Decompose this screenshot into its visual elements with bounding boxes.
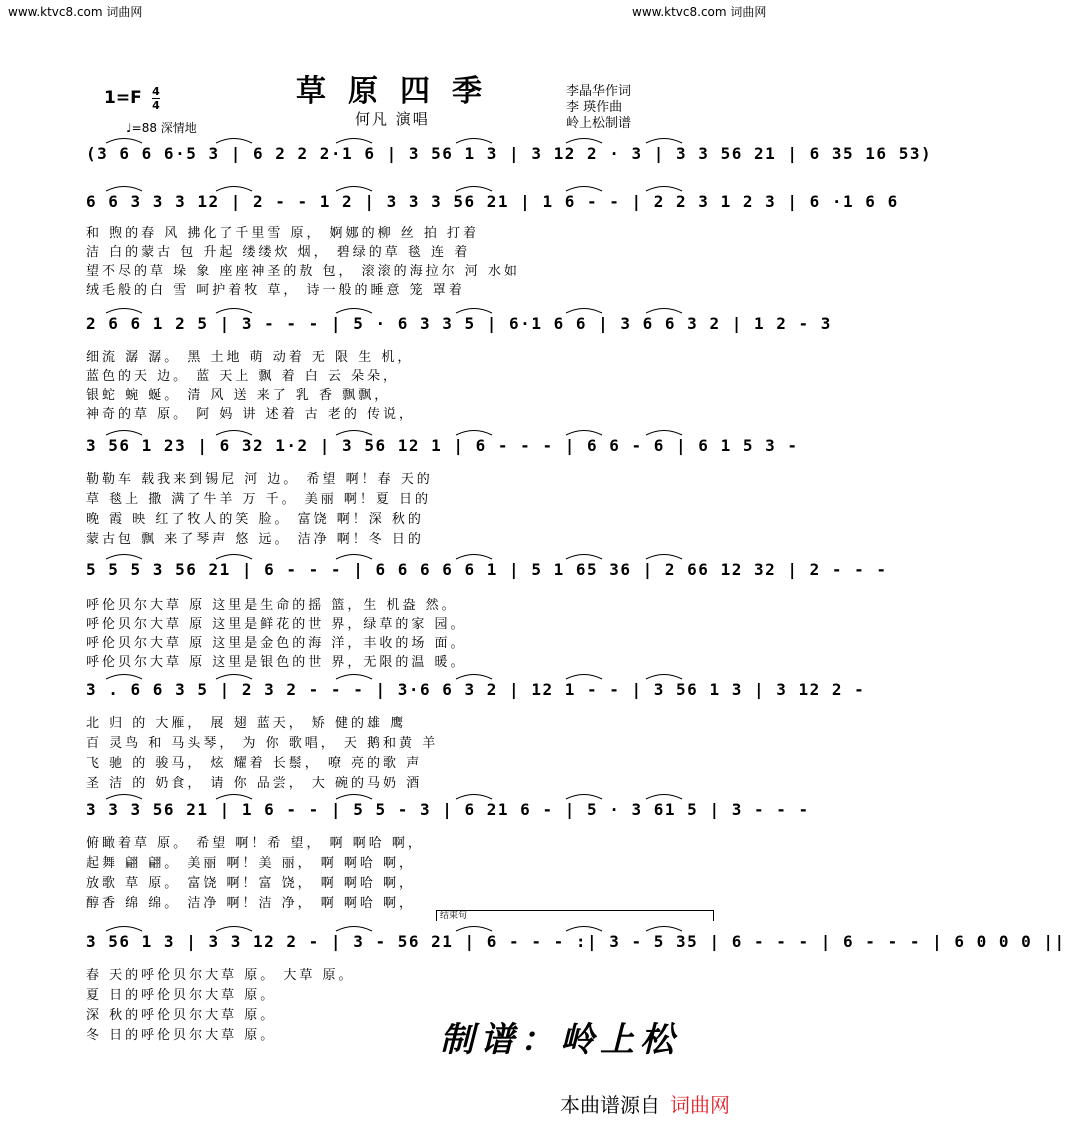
slur-arc: [106, 431, 142, 436]
slur-arc: [106, 309, 142, 314]
slur-arc: [456, 927, 492, 932]
lyric-line: 蒙古包 飘 来了琴声 悠 远。 洁净 啊！冬 日的: [86, 532, 424, 547]
slur-arc: [216, 795, 252, 800]
slur-arc: [566, 795, 602, 800]
slur-marks: [86, 670, 716, 680]
slur-arc: [566, 187, 602, 192]
slur-arc: [216, 139, 252, 144]
slur-arc: [456, 431, 492, 436]
lyric-line: 深 秋的呼伦贝尔大草 原。: [86, 1008, 277, 1023]
staff-line-2: [86, 188, 899, 224]
source-label: 本曲谱源自: [560, 1093, 660, 1117]
lyric-line: 和 煦的春 风 拂化了千里雪 原， 婀娜的柳 丝 拍 打着: [86, 226, 480, 241]
staff-line-1: [86, 140, 933, 176]
slur-arc: [216, 927, 252, 932]
slur-arc: [456, 675, 492, 680]
slur-arc: [106, 795, 142, 800]
source-attribution: [560, 1089, 730, 1118]
lyric-line: 望不尽的草 垛 象 座座神圣的敖 包， 滚滚的海拉尔 河 水如: [86, 264, 520, 279]
lyric-line: 呼伦贝尔大草 原 这里是金色的海 洋，丰收的场 面。: [86, 636, 467, 651]
page-title: 草原四季: [296, 74, 504, 109]
slur-arc: [216, 187, 252, 192]
slur-arc: [336, 555, 372, 560]
lyric-line: 起舞 翩 翩。 美丽 啊！美 丽， 啊 啊哈 啊，: [86, 856, 416, 871]
notation: 2 6 6 1 2 5 | 3 - - - | 5 · 6 3 3 5 | 6·1 6 6 | 3 6 6 3 2 | 1 2 - 3: [86, 314, 832, 333]
slur-arc: [336, 927, 372, 932]
source-brand[interactable]: 词曲网: [670, 1093, 730, 1117]
slur-arc: [336, 675, 372, 680]
lyric-line: 醇香 绵 绵。 洁净 啊！洁 净， 啊 啊哈 啊，: [86, 896, 416, 911]
slur-arc: [336, 795, 372, 800]
credit-composer: 李 瑛作曲: [566, 100, 623, 115]
lyric-line: 蓝色的天 边。 蓝 天上 飘 着 白 云 朵朵，: [86, 369, 400, 384]
watermark-right: www.ktvc8.com 词曲网: [632, 5, 767, 19]
meter-bottom: 4: [152, 99, 160, 112]
slur-arc: [216, 555, 252, 560]
notation: (3 6 6 6·5 3 | 6 2 2 2·1 6 | 3 56 1 3 | 3 12 2 · 3 | 3 3 56 21 | 6 35 16 53): [86, 144, 933, 163]
lyric-line: 银蛇 蜿 蜒。 清 风 送 来了 乳 香 飘飘，: [86, 388, 391, 403]
slur-arc: [456, 139, 492, 144]
slur-arc: [646, 795, 682, 800]
staff-line-3: [86, 310, 832, 346]
watermark-left: www.ktvc8.com 词曲网: [8, 5, 143, 19]
slur-arc: [336, 187, 372, 192]
lyric-line: 飞 驰 的 骏马， 炫 耀着 长鬃， 嘹 亮的歌 声: [86, 756, 423, 771]
slur-arc: [456, 555, 492, 560]
slur-arc: [566, 309, 602, 314]
lyric-line: 绒毛般的白 雪 呵护着牧 草， 诗一般的睡意 笼 罩着: [86, 283, 465, 298]
slur-arc: [106, 675, 142, 680]
meter-top: 4: [152, 85, 160, 98]
lyric-line: 百 灵鸟 和 马头琴， 为 你 歌唱， 天 鹅和黄 羊: [86, 736, 439, 751]
lyric-line: 神奇的草 原。 阿 妈 讲 述着 古 老的 传说，: [86, 407, 416, 422]
slur-arc: [106, 187, 142, 192]
notation: 3 56 1 23 | 6 32 1·2 | 3 56 12 1 | 6 - - - | 6 6 - 6 | 6 1 5 3 -: [86, 436, 799, 455]
staff-line-8: [86, 928, 1066, 964]
slur-arc: [336, 139, 372, 144]
lyric-line: 呼伦贝尔大草 原 这里是鲜花的世 界，绿草的家 园。: [86, 617, 467, 632]
slur-arc: [646, 309, 682, 314]
signature: 制谱：岭上松: [440, 1020, 680, 1060]
lyric-line: 冬 日的呼伦贝尔大草 原。: [86, 1028, 277, 1043]
slur-arc: [106, 927, 142, 932]
notation: 3 . 6 6 3 5 | 2 3 2 - - - | 3·6 6 3 2 | 12 1 - - | 3 56 1 3 | 3 12 2 -: [86, 680, 866, 699]
key-signature: 1=F: [104, 88, 142, 108]
staff-line-7: [86, 796, 810, 832]
staff-line-5: [86, 556, 888, 592]
slur-arc: [566, 139, 602, 144]
slur-arc: [566, 675, 602, 680]
tempo-marking: ♩=88 深情地: [126, 121, 197, 135]
time-signature: [152, 86, 160, 111]
slur-arc: [646, 927, 682, 932]
singer: 何凡 演唱: [355, 110, 430, 128]
slur-arc: [456, 795, 492, 800]
lyric-line: 细流 潺 潺。 黑 土地 萌 动着 无 限 生 机，: [86, 350, 414, 365]
slur-arc: [456, 309, 492, 314]
lyric-line: 俯瞰着草 原。 希望 啊！希 望， 啊 啊哈 啊，: [86, 836, 424, 851]
slur-marks: [86, 134, 716, 144]
lyric-line: 草 毯上 撒 满了牛羊 万 千。 美丽 啊！夏 日的: [86, 492, 432, 507]
slur-arc: [566, 927, 602, 932]
slur-marks: [86, 304, 716, 314]
staff-line-6: [86, 676, 866, 712]
slur-arc: [646, 555, 682, 560]
slur-marks: [86, 426, 716, 436]
lyric-line: 圣 洁 的 奶食， 请 你 品尝， 大 碗的马奶 酒: [86, 776, 423, 791]
lyric-line: 放歌 草 原。 富饶 啊！富 饶， 啊 啊哈 啊，: [86, 876, 416, 891]
slur-arc: [216, 675, 252, 680]
lyric-line: 洁 白的蒙古 包 升起 缕缕炊 烟， 碧绿的草 毯 连 着: [86, 245, 471, 260]
lyric-line: 勒勒车 载我来到锡尼 河 边。 希望 啊！春 天的: [86, 472, 433, 487]
slur-arc: [646, 139, 682, 144]
slur-arc: [106, 555, 142, 560]
notation: 6 6 3 3 3 12 | 2 - - 1 2 | 3 3 3 56 21 | 1 6 - - | 2 2 3 1 2 3 | 6 ·1 6 6: [86, 192, 899, 211]
notation: 3 56 1 3 | 3 3 12 2 - | 3 - 56 21 | 6 - - - :| 3 - 5 35 | 6 - - - | 6 - - - | 6 0 0 0 ||: [86, 932, 1066, 951]
lyric-line: 晚 霞 映 红了牧人的笑 脸。 富饶 啊！深 秋的: [86, 512, 424, 527]
notation: 3 3 3 56 21 | 1 6 - - | 5 5 - 3 | 6 21 6 - | 5 · 3 61 5 | 3 - - -: [86, 800, 810, 819]
slur-arc: [216, 309, 252, 314]
staff-line-4: [86, 432, 799, 468]
lyric-line: 夏 日的呼伦贝尔大草 原。: [86, 988, 277, 1003]
credit-lyricist: 李晶华作词: [566, 84, 632, 99]
slur-marks: [86, 182, 716, 192]
slur-marks: [86, 550, 716, 560]
slur-arc: [106, 139, 142, 144]
lyric-line: 呼伦贝尔大草 原 这里是生命的摇 篮，生 机盎 然。: [86, 598, 458, 613]
slur-arc: [566, 431, 602, 436]
slur-arc: [336, 431, 372, 436]
slur-arc: [646, 187, 682, 192]
slur-marks: [86, 922, 716, 932]
lyric-line: 北 归 的 大雁， 展 翅 蓝天， 矫 健的雄 鹰: [86, 716, 407, 731]
slur-arc: [646, 431, 682, 436]
slur-arc: [566, 555, 602, 560]
slur-arc: [646, 675, 682, 680]
slur-arc: [216, 431, 252, 436]
lyric-line: 呼伦贝尔大草 原 这里是银色的世 界，无限的温 暖。: [86, 655, 467, 670]
credit-arranger: 岭上松制谱: [566, 116, 632, 131]
lyric-line: 春 天的呼伦贝尔大草 原。 大草 原。: [86, 968, 355, 983]
slur-arc: [456, 187, 492, 192]
slur-marks: [86, 790, 716, 800]
ending-label: 结束句: [440, 911, 468, 921]
slur-arc: [336, 309, 372, 314]
notation: 5 5 5 3 56 21 | 6 - - - | 6 6 6 6 6 1 | 5 1 65 36 | 2 66 12 32 | 2 - - -: [86, 560, 888, 579]
ending-bracket: [436, 910, 714, 921]
